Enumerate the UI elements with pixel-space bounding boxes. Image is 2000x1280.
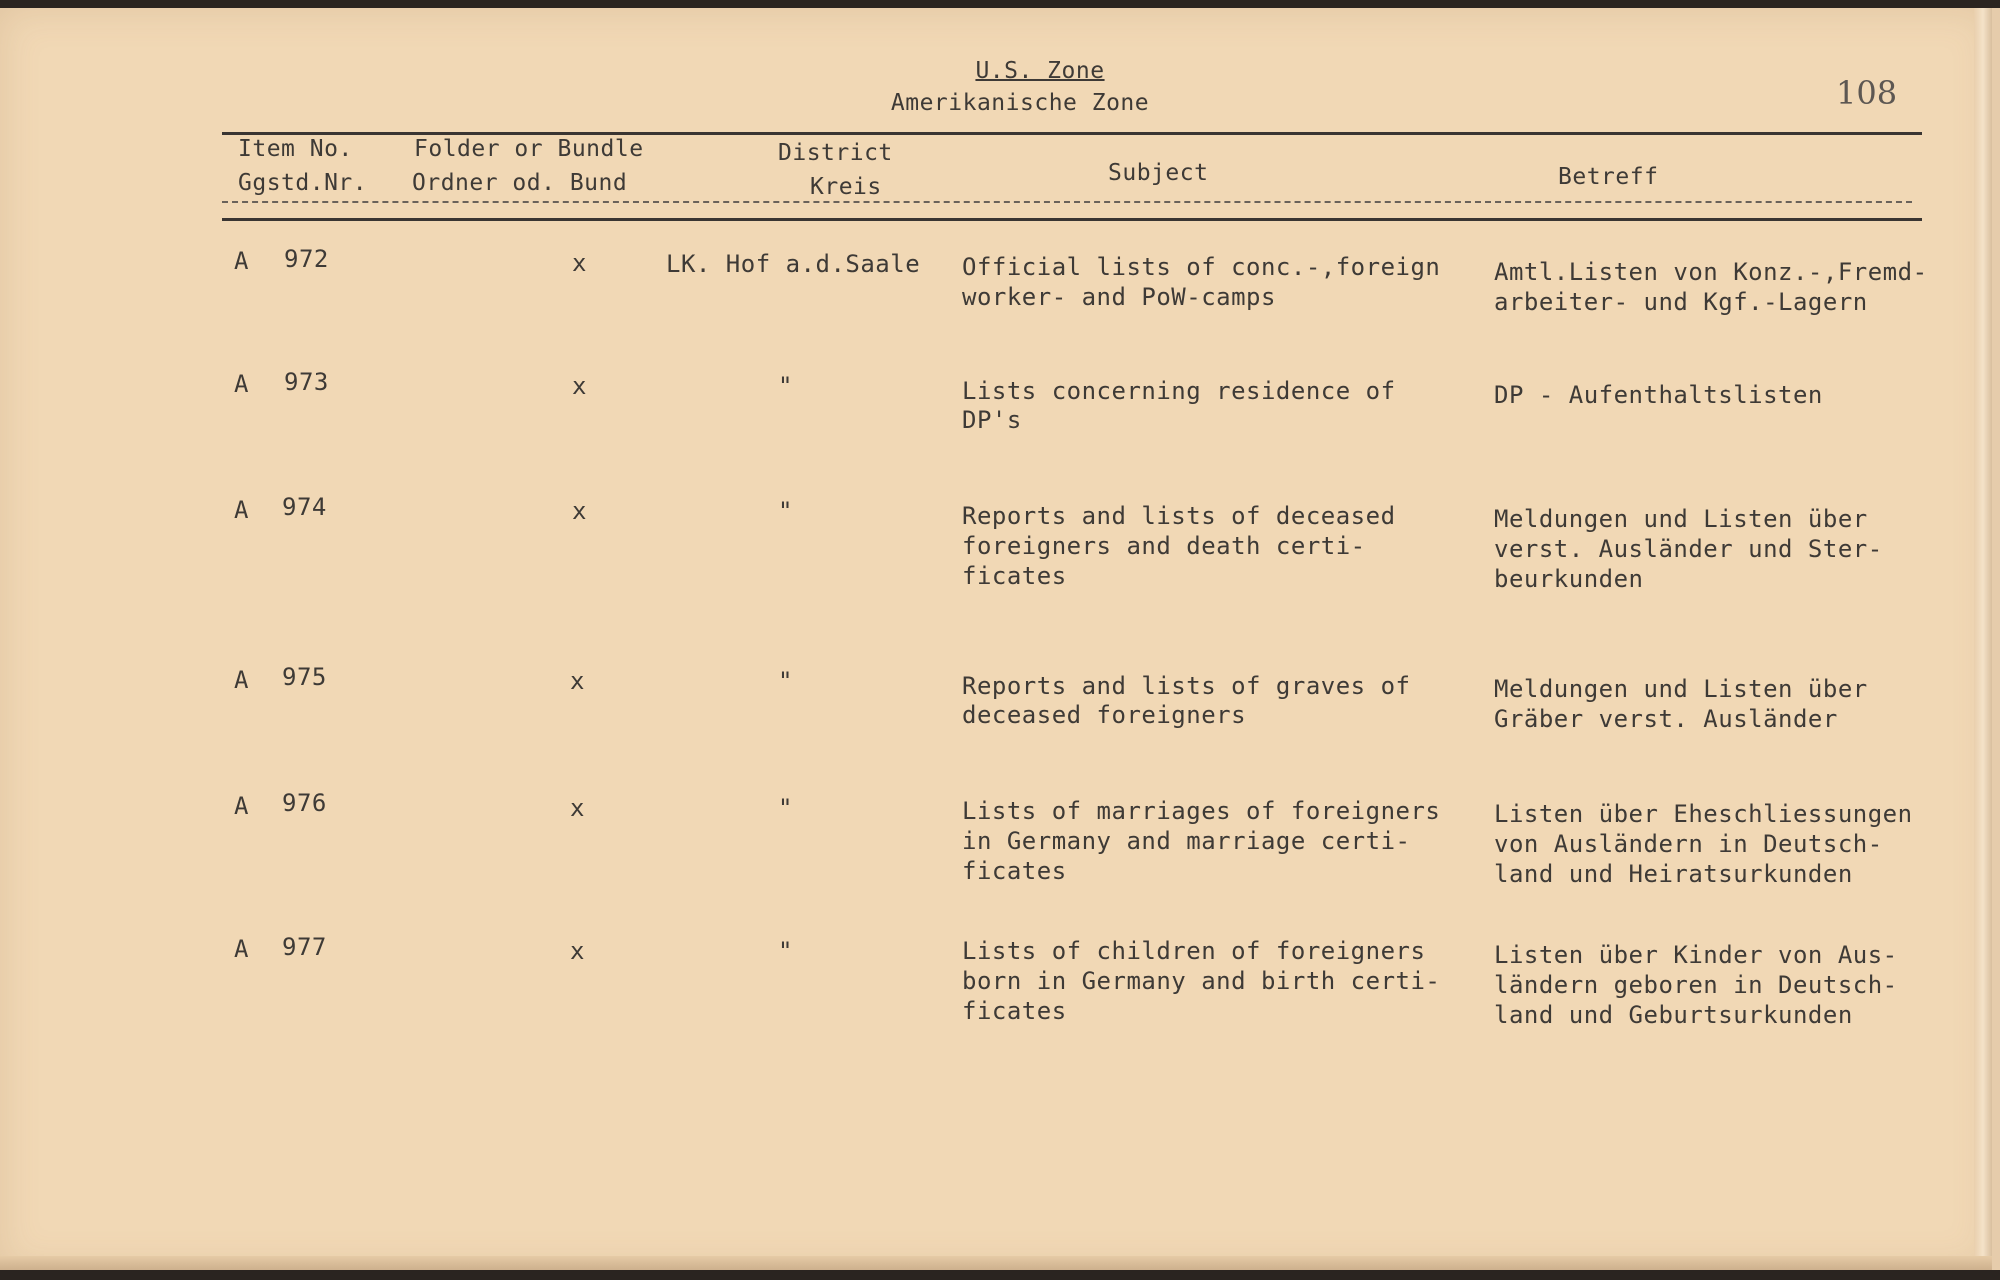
betreff-line: von Ausländern in Deutsch- <box>1494 830 1883 858</box>
folder-mark: x <box>572 372 587 400</box>
subject-line: Lists concerning residence of <box>962 377 1396 405</box>
page-bottom-edge <box>0 1256 1992 1270</box>
header-folder-de: Ordner od. Bund <box>412 170 628 196</box>
item-prefix: A <box>234 666 249 694</box>
header-betreff: Betreff <box>1558 164 1659 190</box>
item-number: 975 <box>282 663 327 691</box>
header-district-de: Kreis <box>810 174 882 200</box>
district-ditto: " <box>778 372 793 400</box>
item-number: 973 <box>284 368 329 396</box>
item-number: 976 <box>282 789 327 817</box>
district-value: LK. Hof a.d.Saale <box>666 250 921 278</box>
header-folder: Folder or Bundle <box>414 136 644 162</box>
header-bottom-rule <box>222 218 1922 221</box>
district-ditto: " <box>778 937 793 965</box>
folder-mark: x <box>570 937 585 965</box>
item-prefix: A <box>234 792 249 820</box>
betreff-line: Listen über Eheschliessungen <box>1494 800 1913 828</box>
subject-line: in Germany and marriage certi- <box>962 827 1411 855</box>
item-prefix: A <box>234 496 249 524</box>
subject-line: foreigners and death certi- <box>962 532 1366 560</box>
betreff-line: arbeiter- und Kgf.-Lagern <box>1494 288 1868 316</box>
item-prefix: A <box>234 370 249 398</box>
subject-line: ficates <box>962 997 1067 1025</box>
page-edge <box>1974 8 1992 1270</box>
item-prefix: A <box>234 247 249 275</box>
document-page <box>0 8 2000 1270</box>
page-number: 108 <box>1836 74 1898 112</box>
subject-line: born in Germany and birth certi- <box>962 967 1441 995</box>
betreff-line: land und Heiratsurkunden <box>1494 860 1853 888</box>
betreff-line: beurkunden <box>1494 565 1644 593</box>
subject-line: DP's <box>962 406 1022 434</box>
betreff-line: Meldungen und Listen über <box>1494 505 1868 533</box>
district-ditto: " <box>778 667 793 695</box>
folder-mark: x <box>570 667 585 695</box>
betreff-line: Listen über Kinder von Aus- <box>1494 941 1898 969</box>
subject-line: Official lists of conc.-,foreign <box>962 253 1441 281</box>
item-number: 972 <box>284 245 329 273</box>
item-prefix: A <box>234 935 249 963</box>
betreff-line: Amtl.Listen von Konz.-,Fremd- <box>1494 258 1928 286</box>
header-item-no-de: Ggstd.Nr. <box>238 170 368 196</box>
subject-line: Reports and lists of graves of <box>962 672 1411 700</box>
subject-line: ficates <box>962 562 1067 590</box>
subject-line: deceased foreigners <box>962 701 1247 729</box>
betreff-line: verst. Ausländer und Ster- <box>1494 535 1883 563</box>
folder-mark: x <box>570 794 585 822</box>
item-number: 974 <box>282 493 327 521</box>
folder-mark: x <box>572 249 587 277</box>
subject-line: worker- and PoW-camps <box>962 283 1276 311</box>
betreff-line: DP - Aufenthaltslisten <box>1494 381 1823 409</box>
subject-line: Lists of children of foreigners <box>962 937 1426 965</box>
header-item-no: Item No. <box>238 136 353 162</box>
folder-mark: x <box>572 497 587 525</box>
header-district: District <box>778 140 893 166</box>
betreff-line: Gräber verst. Ausländer <box>1494 705 1838 733</box>
subject-line: ficates <box>962 857 1067 885</box>
item-number: 977 <box>282 933 327 961</box>
betreff-line: land und Geburtsurkunden <box>1494 1001 1853 1029</box>
header-dashed-rule <box>222 201 1912 203</box>
zone-subtitle: Amerikanische Zone <box>890 90 1150 116</box>
district-ditto: " <box>778 497 793 525</box>
header-subject: Subject <box>1108 160 1209 186</box>
district-ditto: " <box>778 794 793 822</box>
subject-line: Reports and lists of deceased <box>962 502 1396 530</box>
betreff-line: Meldungen und Listen über <box>1494 675 1868 703</box>
betreff-line: ländern geboren in Deutsch- <box>1494 971 1898 999</box>
subject-line: Lists of marriages of foreigners <box>962 797 1441 825</box>
zone-title: U.S. Zone <box>975 58 1105 84</box>
